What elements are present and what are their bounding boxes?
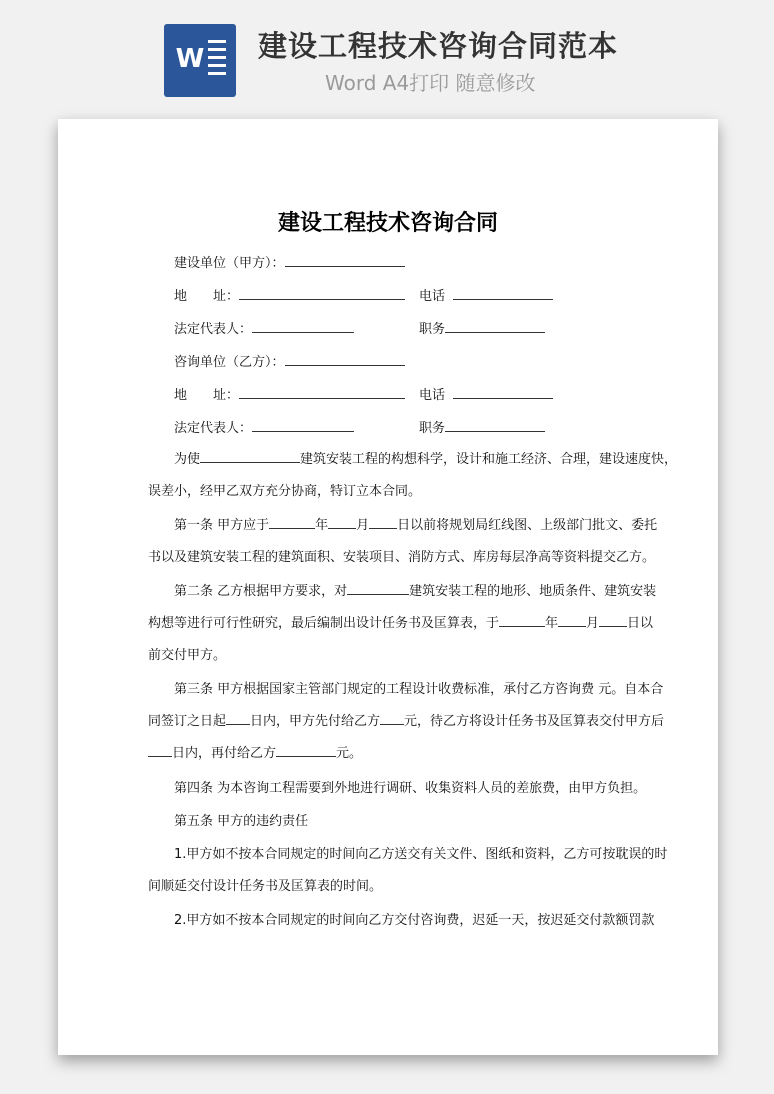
phone-b-blank[interactable] bbox=[453, 384, 553, 399]
art2-day-blank[interactable] bbox=[599, 612, 627, 627]
post-b-label: 职务 bbox=[419, 421, 446, 436]
article-3 bbox=[148, 674, 665, 770]
party-a-row bbox=[174, 252, 405, 274]
article-2-line-3: 前交付甲方。 bbox=[148, 648, 227, 663]
art1-year-blank[interactable] bbox=[269, 514, 315, 529]
article-1-line-2: 书以及建筑安装工程的建筑面积、安装项目、消防方式、库房每层净高等资料提交乙方。 bbox=[148, 550, 656, 565]
phone-b-field bbox=[419, 384, 553, 406]
address-a-blank[interactable] bbox=[239, 285, 405, 300]
article-1-line-1: 第一条 甲方应于 年 月 日以前将规划局红线图、上级部门批文、委托 bbox=[148, 510, 634, 542]
document-page bbox=[58, 119, 718, 1055]
party-a-label: 建设单位（甲方）： bbox=[174, 256, 285, 271]
word-document-icon bbox=[164, 24, 236, 97]
post-a-blank[interactable] bbox=[445, 318, 545, 333]
address-a-label: 地 址： bbox=[174, 289, 240, 304]
art1-day-blank[interactable] bbox=[369, 514, 397, 529]
article-2-line-1: 第二条 乙方根据甲方要求，对 建筑安装工程的地形、地质条件、建筑安装 bbox=[148, 576, 634, 608]
party-b-label: 咨询单位（乙方）： bbox=[174, 355, 285, 370]
article-4 bbox=[148, 773, 647, 805]
clause-1-line-2: 间顺延交付设计任务书及匡算表的时间。 bbox=[148, 879, 383, 894]
rep-b-blank[interactable] bbox=[252, 417, 354, 432]
clause-1-line-1: 1.甲方如不按本合同规定的时间向乙方送交有关文件、图纸和资料，乙方可按耽误的时 bbox=[174, 847, 668, 862]
art1-month-blank[interactable] bbox=[328, 514, 356, 529]
art2-year-blank[interactable] bbox=[499, 612, 545, 627]
party-b-row bbox=[174, 351, 405, 373]
article-3-line-3: 日内，再付给乙方 元。 bbox=[148, 738, 634, 770]
intro-paragraph bbox=[148, 444, 678, 508]
article-3-line-2: 同签订之日起 日内，甲方先付给乙方 元，待乙方将设计任务书及匡算表交付甲方后 bbox=[148, 706, 634, 738]
word-icon-lines bbox=[208, 40, 226, 80]
clause-1 bbox=[148, 839, 668, 903]
banner-subtitle: Word A4打印 随意修改 bbox=[325, 71, 536, 95]
art3-days-blank-1[interactable] bbox=[226, 710, 250, 725]
article-5 bbox=[148, 806, 634, 838]
article-2-line-2: 构想等进行可行性研究，最后编制出设计任务书及匡算表，于 年 月 日以 bbox=[148, 608, 634, 640]
article-2 bbox=[148, 576, 657, 672]
art2-project-blank[interactable] bbox=[347, 580, 409, 595]
post-a-label: 职务 bbox=[419, 322, 446, 337]
rep-a-blank[interactable] bbox=[252, 318, 354, 333]
project-name-blank[interactable] bbox=[200, 448, 300, 463]
party-a-blank[interactable] bbox=[285, 252, 405, 267]
banner-title: 建设工程技术咨询合同范本 bbox=[258, 29, 619, 63]
article-4-line: 第四条 为本咨询工程需要到外地进行调研、收集资料人员的差旅费，由甲方负担。 bbox=[174, 781, 647, 796]
phone-b-label: 电话 bbox=[419, 388, 446, 403]
art3-days-blank-2[interactable] bbox=[148, 742, 172, 757]
art3-amount-blank-2[interactable] bbox=[276, 742, 336, 757]
intro-line-2: 误差小，经甲乙双方充分协商，特订立本合同。 bbox=[148, 484, 422, 499]
rep-a-label: 法定代表人： bbox=[174, 322, 253, 337]
post-b-blank[interactable] bbox=[445, 417, 545, 432]
clause-2-line-1: 2.甲方如不按本合同规定的时间向乙方交付咨询费，迟延一天，按迟延交付款额罚款 bbox=[174, 913, 655, 928]
art2-month-blank[interactable] bbox=[558, 612, 586, 627]
art3-amount-blank-1[interactable] bbox=[380, 710, 404, 725]
party-b-blank[interactable] bbox=[285, 351, 405, 366]
rep-b-row bbox=[174, 417, 446, 439]
address-b-row bbox=[174, 384, 446, 406]
rep-b-label: 法定代表人： bbox=[174, 421, 253, 436]
banner-header bbox=[0, 0, 774, 110]
article-1 bbox=[148, 510, 658, 574]
document-title: 建设工程技术咨询合同 bbox=[277, 211, 498, 236]
address-b-blank[interactable] bbox=[239, 384, 405, 399]
article-3-line-1: 第三条 甲方根据国家主管部门规定的工程设计收费标准，承付乙方咨询费 元。自本合 bbox=[174, 682, 664, 697]
rep-a-row bbox=[174, 318, 446, 340]
phone-a-blank[interactable] bbox=[453, 285, 553, 300]
post-a-field bbox=[419, 318, 545, 340]
article-5-line: 第五条 甲方的违约责任 bbox=[174, 814, 309, 829]
phone-a-label: 电话 bbox=[419, 289, 446, 304]
post-b-field bbox=[419, 417, 545, 439]
phone-a-field bbox=[419, 285, 553, 307]
intro-line-1: 为使 建筑安装工程的构想科学，设计和施工经济、合理，建设速度快， bbox=[148, 444, 634, 476]
address-a-row bbox=[174, 285, 446, 307]
clause-2 bbox=[148, 905, 655, 937]
word-icon-letter: W bbox=[175, 44, 205, 74]
address-b-label: 地 址： bbox=[174, 388, 240, 403]
